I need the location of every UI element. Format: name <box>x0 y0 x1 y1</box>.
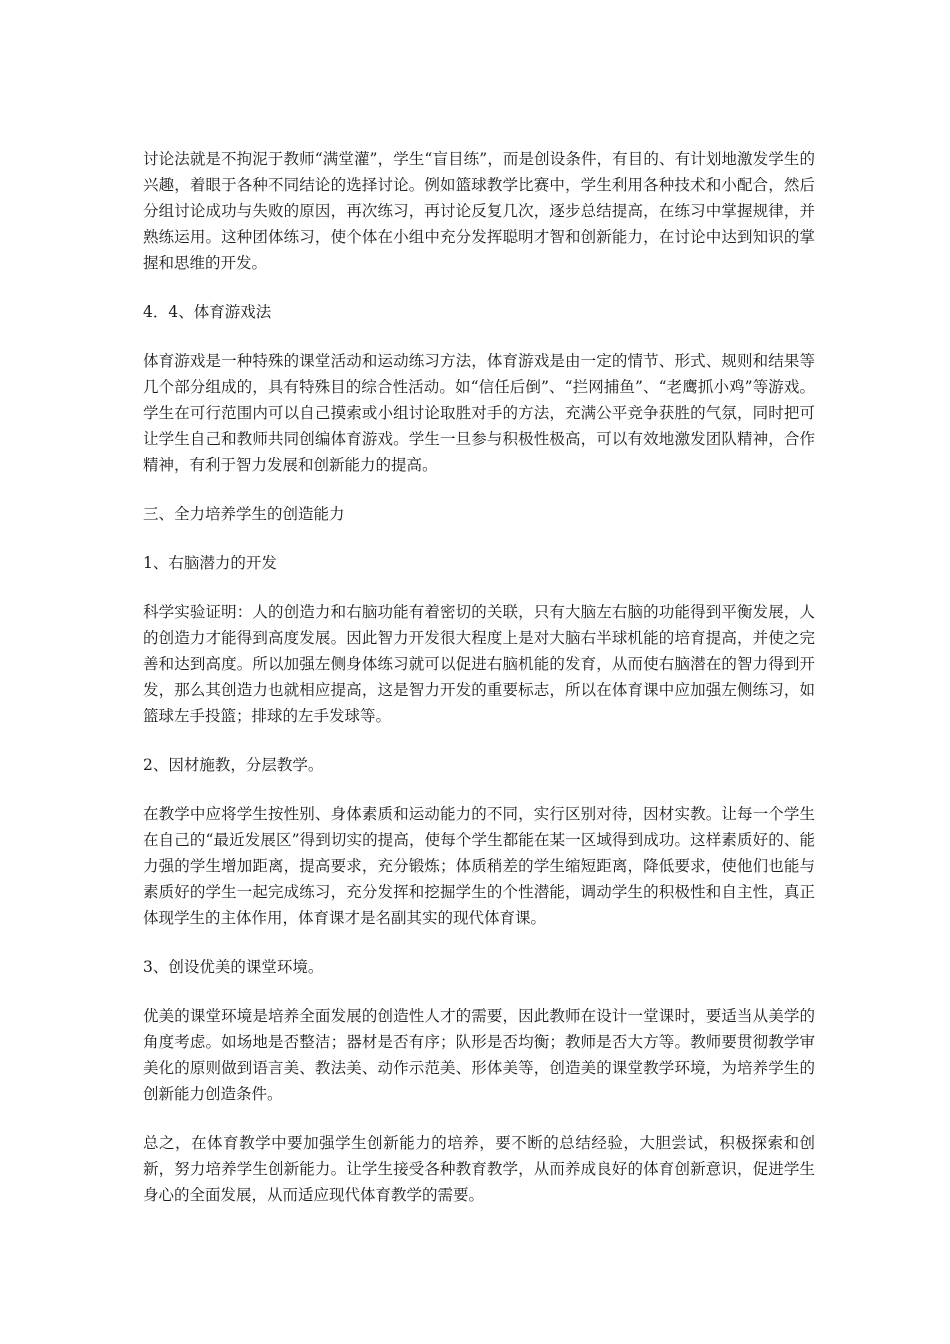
paragraph-discussion-method: 讨论法就是不拘泥于教师“满堂灌”，学生“盲目练”，而是创设条件，有目的、有计划地激发学生的兴趣，着眼于各种不同结论的选择讨论。例如篮球教学比赛中，学生利用各种技术和小配合，然后分组讨论成功与失败的原因，再次练习，再讨论反复几次，逐步总结提高，在练习中掌握规律，并熟练运用。这种团体练习，使个体在小组中充分发挥聪明才智和创新能力，在讨论中达到知识的掌握和思维的开发。 <box>143 150 815 272</box>
paragraph-right-brain: 科学实验证明：人的创造力和右脑功能有着密切的关联，只有大脑左右脑的功能得到平衡发展，人的创造力才能得到高度发展。因此智力开发很大程度上是对大脑右半球机能的培育提高，并使之完善和达到高度。所以加强左侧身体练习就可以促进右脑机能的发育，从而使右脑潜在的智力得到开发，那么其创造力也就相应提高，这是智力开发的重要标志，所以在体育课中应加强左侧练习，如篮球左手投篮；排球的左手发球等。 <box>143 603 815 725</box>
paragraph-tiered-teaching: 在教学中应将学生按性别、身体素质和运动能力的不同，实行区别对待，因材实教。让每一个学生在自己的“最近发展区”得到切实的提高，使每个学生都能在某一区域得到成功。这样素质好的、能力强的学生增加距离，提高要求，充分锻炼；体质稍差的学生缩短距离，降低要求，使他们也能与素质好的学生一起完成练习，充分发挥和挖掘学生的个性潜能，调动学生的积极性和自主性，真正体现学生的主体作用，体育课才是名副其实的现代体育课。 <box>143 805 815 927</box>
paragraph-sports-games: 体育游戏是一种特殊的课堂活动和运动练习方法，体育游戏是由一定的情节、形式、规则和结果等几个部分组成的，具有特殊目的综合性活动。如“信任后倒”、“拦网捕鱼”、“老鹰抓小鸡”等游戏。学生在可行范围内可以自己摸索或小组讨论取胜对手的方法，充满公平竞争获胜的气氛，同时把可让学生自己和教师共同创编体育游戏。学生一旦参与积极性极高，可以有效地激发团队精神，合作精神，有利于智力发展和创新能力的提高。 <box>143 352 815 474</box>
heading-classroom-environment: 3、创设优美的课堂环境。 <box>143 958 324 976</box>
paragraph-conclusion: 总之，在体育教学中要加强学生创新能力的培养，要不断的总结经验，大胆尝试，积极探索和创新，努力培养学生创新能力。让学生接受各种教育教学，从而养成良好的体育创新意识，促进学生身心的全面发展，从而适应现代体育教学的需要。 <box>143 1134 815 1204</box>
heading-creativity: 三、全力培养学生的创造能力 <box>143 505 345 523</box>
heading-tiered-teaching: 2、因材施教，分层教学。 <box>143 756 324 774</box>
paragraph-classroom-environment: 优美的课堂环境是培养全面发展的创造性人才的需要，因此教师在设计一堂课时，要适当从美学的角度考虑。如场地是否整洁；器材是否有序；队形是否均衡；教师是否大方等。教师要贯彻教学审美化的原则做到语言美、教法美、动作示范美、形体美等，创造美的课堂教学环境，为培养学生的创新能力创造条件。 <box>143 1007 815 1103</box>
heading-right-brain: 1、右脑潜力的开发 <box>143 554 277 572</box>
heading-sports-games: 4．4、体育游戏法 <box>143 303 272 321</box>
document-body <box>143 146 815 1231</box>
